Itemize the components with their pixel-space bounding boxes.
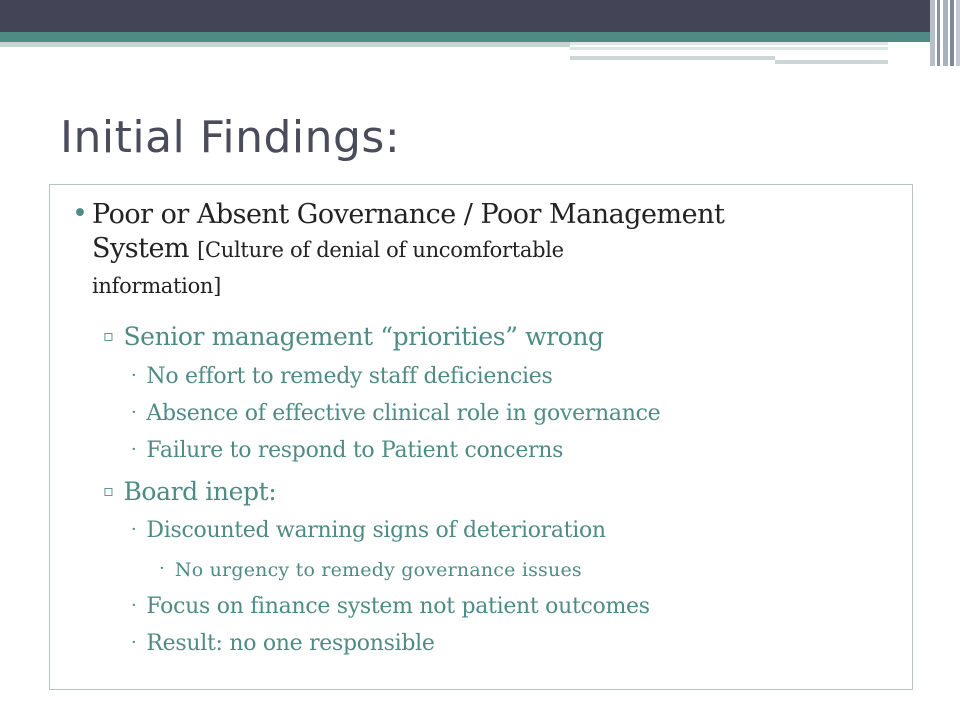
- dot-bullet-icon: ·: [159, 558, 165, 579]
- dot-bullet-icon: ·: [131, 365, 137, 386]
- list-item: · No effort to remedy staff deficiencies: [131, 364, 553, 389]
- header-thin-line: [570, 42, 888, 45]
- list-item: · No urgency to remedy governance issues: [159, 558, 582, 581]
- list-item: · Absence of effective clinical role in governance: [131, 401, 661, 426]
- square-bullet-icon: ▫: [103, 481, 114, 500]
- header-teal-bar: [0, 32, 930, 42]
- slide-title: Initial Findings:: [60, 112, 401, 163]
- square-bullet-icon: ▫: [103, 326, 114, 345]
- sub-bullet: ▫ Senior management “priorities” wrong: [103, 322, 604, 351]
- bullet-marker: •: [72, 198, 88, 229]
- list-item: · Result: no one responsible: [131, 631, 435, 656]
- list-item: · Focus on finance system not patient outcomes: [131, 594, 650, 619]
- list-item: · Discounted warning signs of deterioration: [131, 518, 606, 543]
- bullet-line: information]: [92, 274, 222, 298]
- sub-bullet: ▫ Board inept:: [103, 477, 277, 506]
- dot-bullet-icon: ·: [131, 519, 137, 540]
- bullet-line: Poor or Absent Governance / Poor Management: [92, 199, 725, 230]
- header-thin-line: [570, 56, 775, 60]
- header-dark-bar: [0, 0, 930, 32]
- dot-bullet-icon: ·: [131, 439, 137, 460]
- bullet-line: System [Culture of denial of uncomfortable: [92, 233, 564, 264]
- list-item: · Failure to respond to Patient concerns: [131, 438, 564, 463]
- dot-bullet-icon: ·: [131, 402, 137, 423]
- header-thin-line: [775, 60, 888, 64]
- dot-bullet-icon: ·: [131, 595, 137, 616]
- header-thin-line: [570, 47, 888, 50]
- header-gray-bar: [0, 42, 570, 47]
- header-right-stripes: [930, 0, 960, 66]
- dot-bullet-icon: ·: [131, 632, 137, 653]
